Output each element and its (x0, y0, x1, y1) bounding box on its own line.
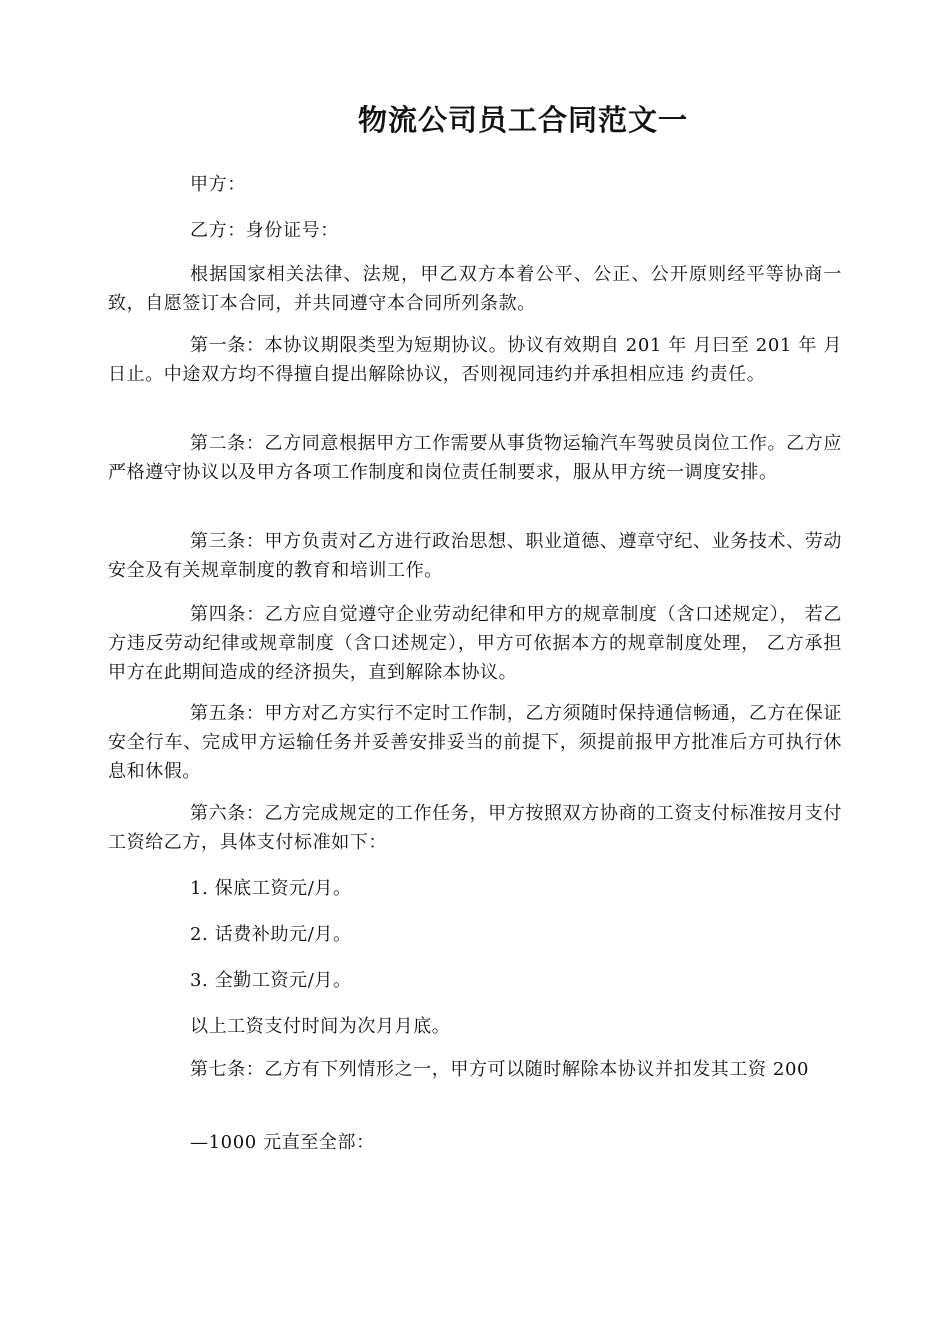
wage-item-2: 2. 话费补助元/月。 (190, 924, 352, 945)
article-3-paragraph: 第三条：甲方负责对乙方进行政治思想、职业道德、遵章守纪、业务技术、劳动安全及有关规章制度的教育和培训工作。 (108, 531, 842, 581)
party-b-line: 乙方：身份证号： (190, 220, 339, 241)
party-a-line: 甲方： (190, 174, 246, 195)
article-7-continuation: —1000 元直至全部： (190, 1132, 375, 1153)
article-5-paragraph: 第五条：甲方对乙方实行不定时工作制，乙方须随时保持通信畅通，乙方在保证安全行车、完成甲方运输任务并妥善安排妥当的前提下，须提前报甲方批准后方可执行休息和休假。 (108, 703, 842, 782)
article-2-paragraph: 第二条：乙方同意根据甲方工作需要从事货物运输汽车驾驶员岗位工作。乙方应严格遵守协议以及甲方各项工作制度和岗位责任制要求，服从甲方统一调度安排。 (108, 433, 842, 483)
document-title: 物流公司员工合同范文一 (358, 103, 689, 137)
article-6-paragraph: 第六条：乙方完成规定的工作任务，甲方按照双方协商的工资支付标准按月支付工资给乙方，具体支付标准如下： (108, 803, 842, 853)
article-1-paragraph: 第一条：本协议期限类型为短期协议。协议有效期自 201 年 月曰至 201 年 月 日止。中途双方均不得擅自提出解除协议，否则视同违约并承担相应违 约责任。 (108, 335, 842, 385)
article-4-paragraph: 第四条：乙方应自觉遵守企业劳动纪律和甲方的规章制度（含口述规定）， 若乙方违反劳动纪律或规章制度（含口述规定），甲方可依据本方的规章制度处理， 乙方承担甲方在此期间造成的经济损失，直到解除本协议。 (108, 604, 842, 683)
wage-item-3: 3. 全勤工资元/月。 (190, 970, 352, 991)
preamble-paragraph: 根据国家相关法律、法规，甲乙双方本着公平、公正、公开原则经平等协商一致，自愿签订本合同，并共同遵守本合同所列条款。 (108, 264, 842, 314)
wage-item-1: 1. 保底工资元/月。 (190, 878, 352, 899)
article-7-paragraph: 第七条：乙方有下列情形之一，甲方可以随时解除本协议并扣发其工资 200 (190, 1059, 810, 1080)
payment-time-line: 以上工资支付时间为次月月底。 (190, 1016, 451, 1037)
